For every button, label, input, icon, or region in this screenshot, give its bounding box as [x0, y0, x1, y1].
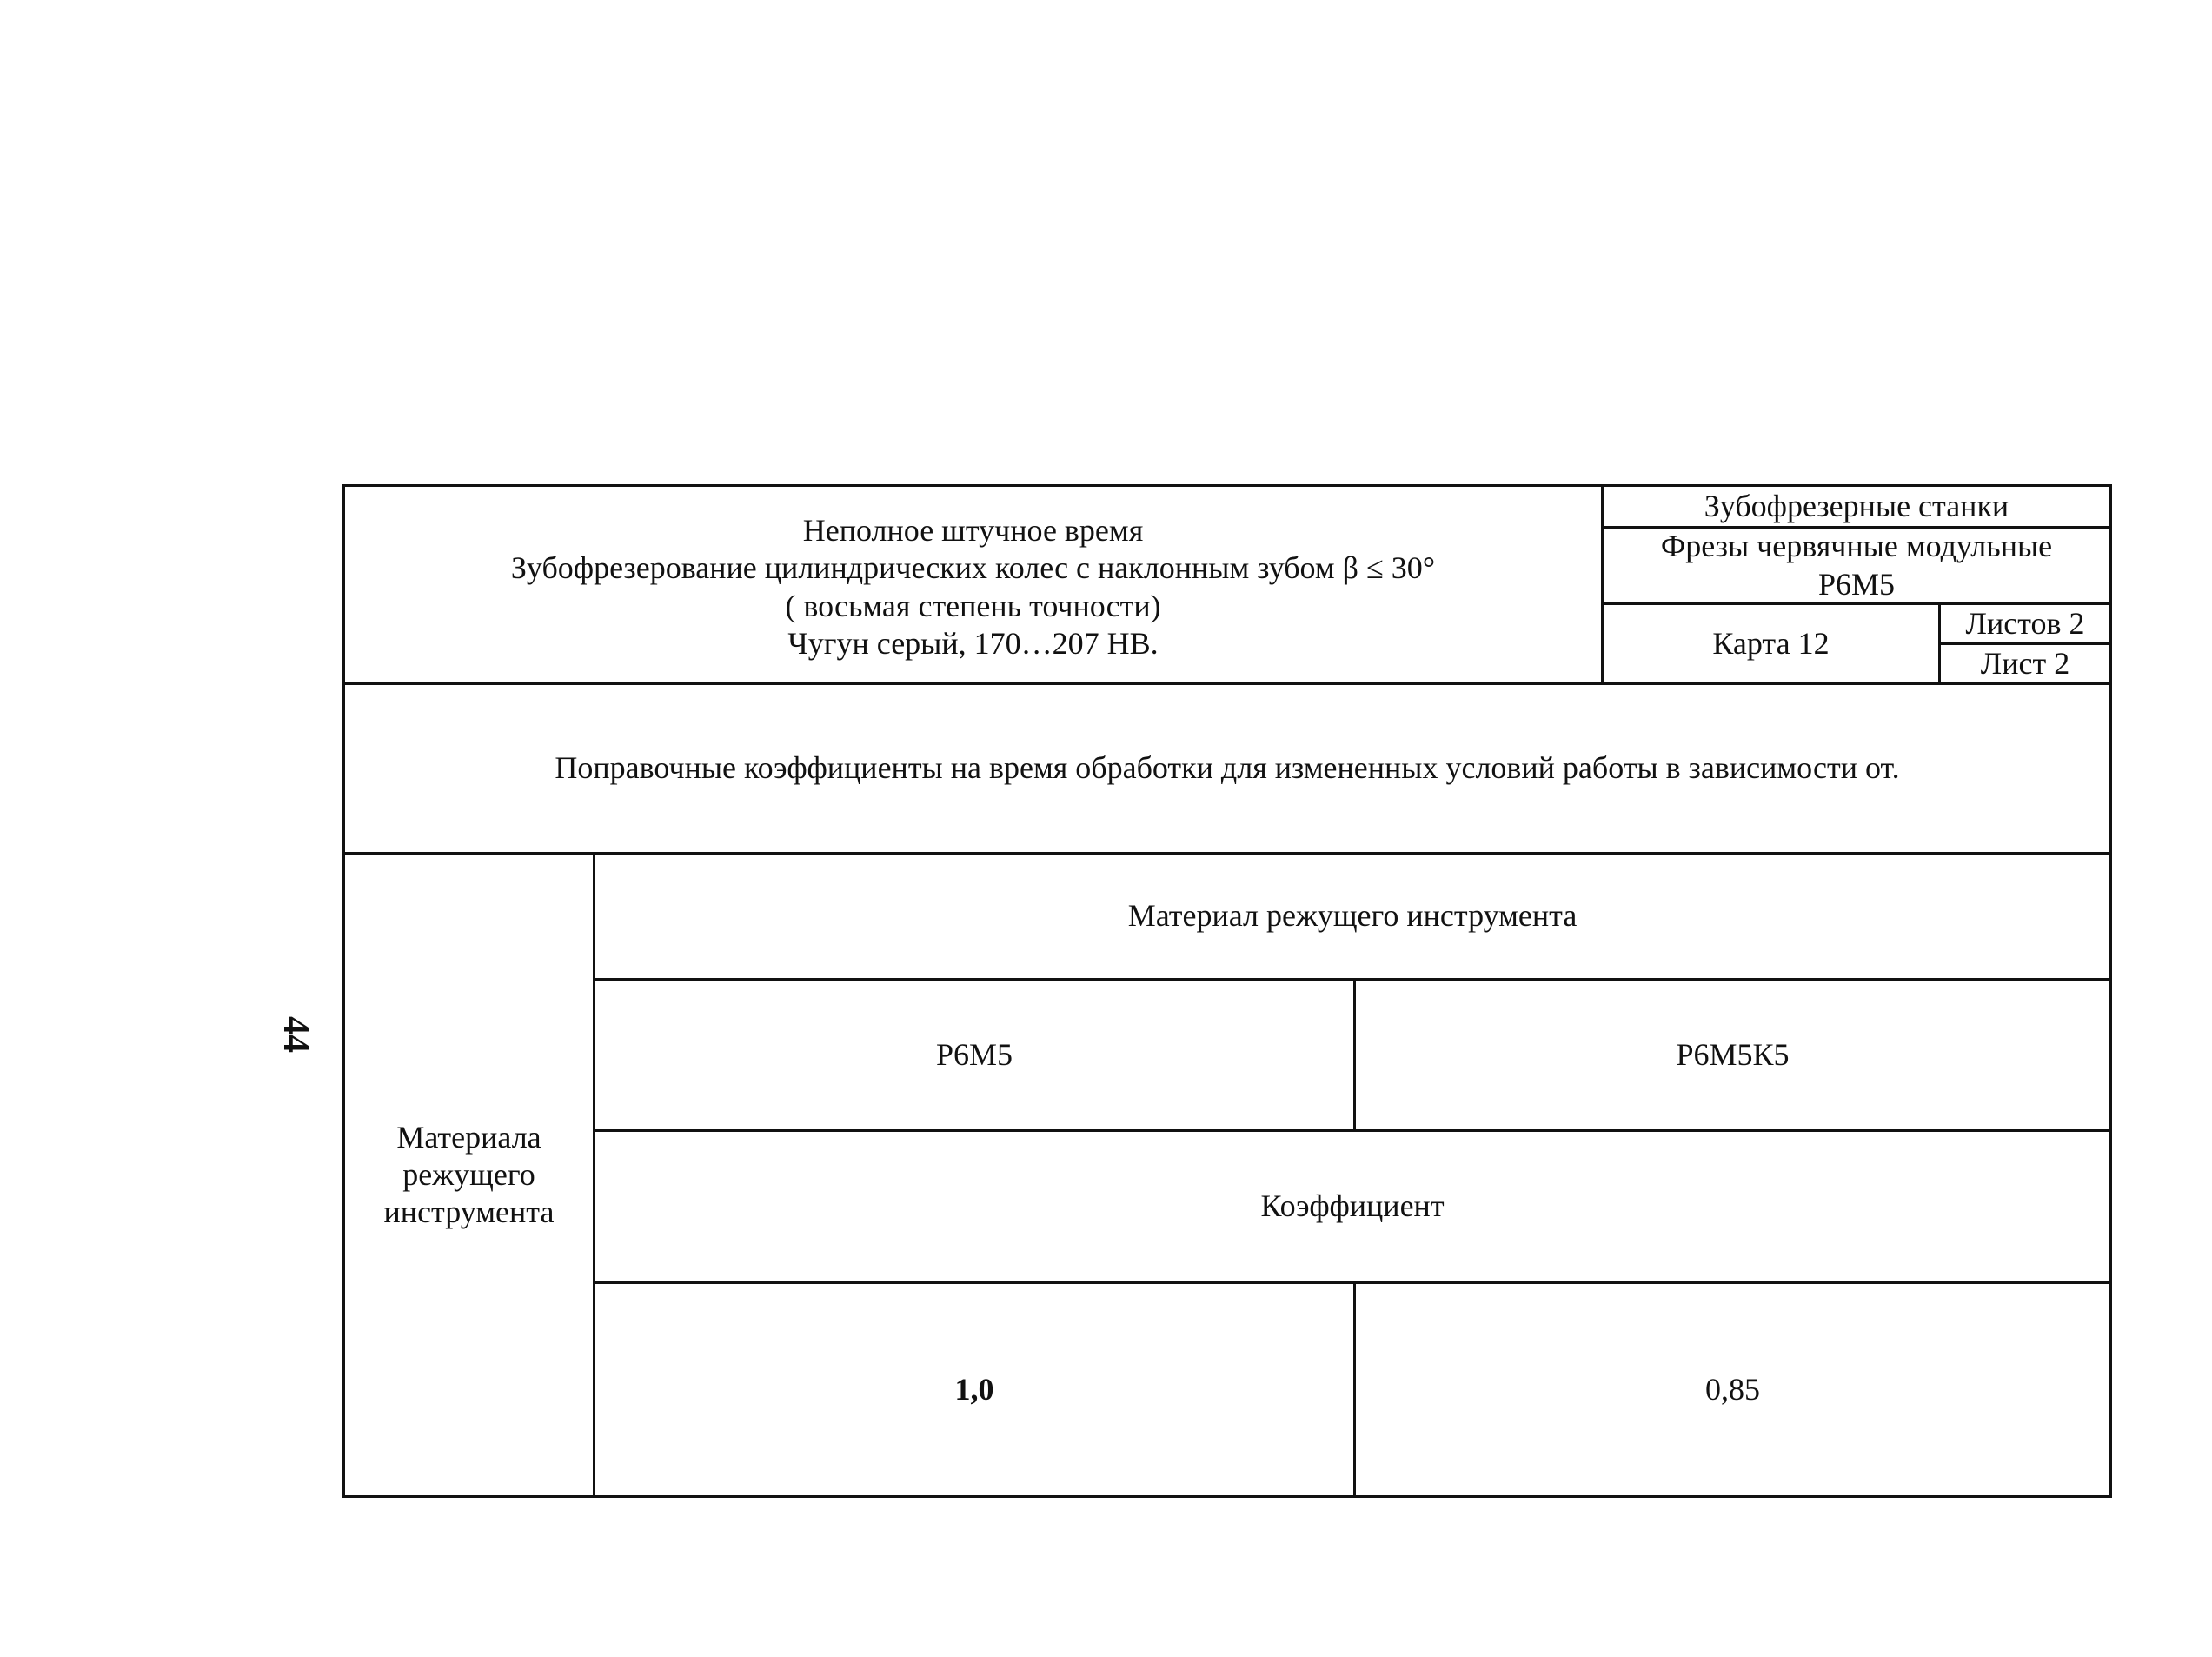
card-title-line-1: Неполное штучное время: [802, 513, 1144, 549]
coefficient-card-table: [342, 484, 2112, 1498]
section-subtitle: Поправочные коэффициенты на время обработки для измененных условий работы в зависимости от.: [555, 750, 1900, 786]
sheet-current: Лист 2: [1980, 645, 2070, 681]
value-p6m5k5: 0,85: [1705, 1371, 1760, 1407]
card-title-line-4: Чугун серый, 170…207 НВ.: [787, 625, 1159, 661]
tool-type-line-2: Р6М5: [1817, 566, 1896, 602]
card-number: Карта 12: [1712, 625, 1830, 661]
row-header-line-1: Материала: [396, 1119, 541, 1155]
row-header: [345, 855, 593, 1495]
row-header-line-3: инструмента: [383, 1195, 555, 1230]
column-group-header: Материал режущего инструмента: [1127, 898, 1578, 934]
machine-type: Зубофрезерные станки: [1704, 488, 2009, 523]
sheets-total: Листов 2: [1965, 605, 2085, 641]
page-number: 44: [276, 1016, 316, 1053]
card-title-line-2: Зубофрезерование цилиндрических колес с наклонным зубом β ≤ 30°: [510, 550, 1436, 586]
column-header-p6m5: Р6М5: [935, 1036, 1013, 1072]
tool-type: [1604, 529, 2109, 602]
card-title: [345, 487, 1601, 682]
value-p6m5: 1,0: [954, 1371, 994, 1407]
value-header: Коэффициент: [1260, 1188, 1445, 1224]
row-header-line-2: режущего: [402, 1156, 535, 1192]
tool-type-line-1: Фрезы червячные модульные: [1660, 529, 2053, 564]
column-header-p6m5k5: Р6М5К5: [1676, 1036, 1790, 1072]
card-title-line-3: ( восьмая степень точности): [785, 588, 1161, 623]
